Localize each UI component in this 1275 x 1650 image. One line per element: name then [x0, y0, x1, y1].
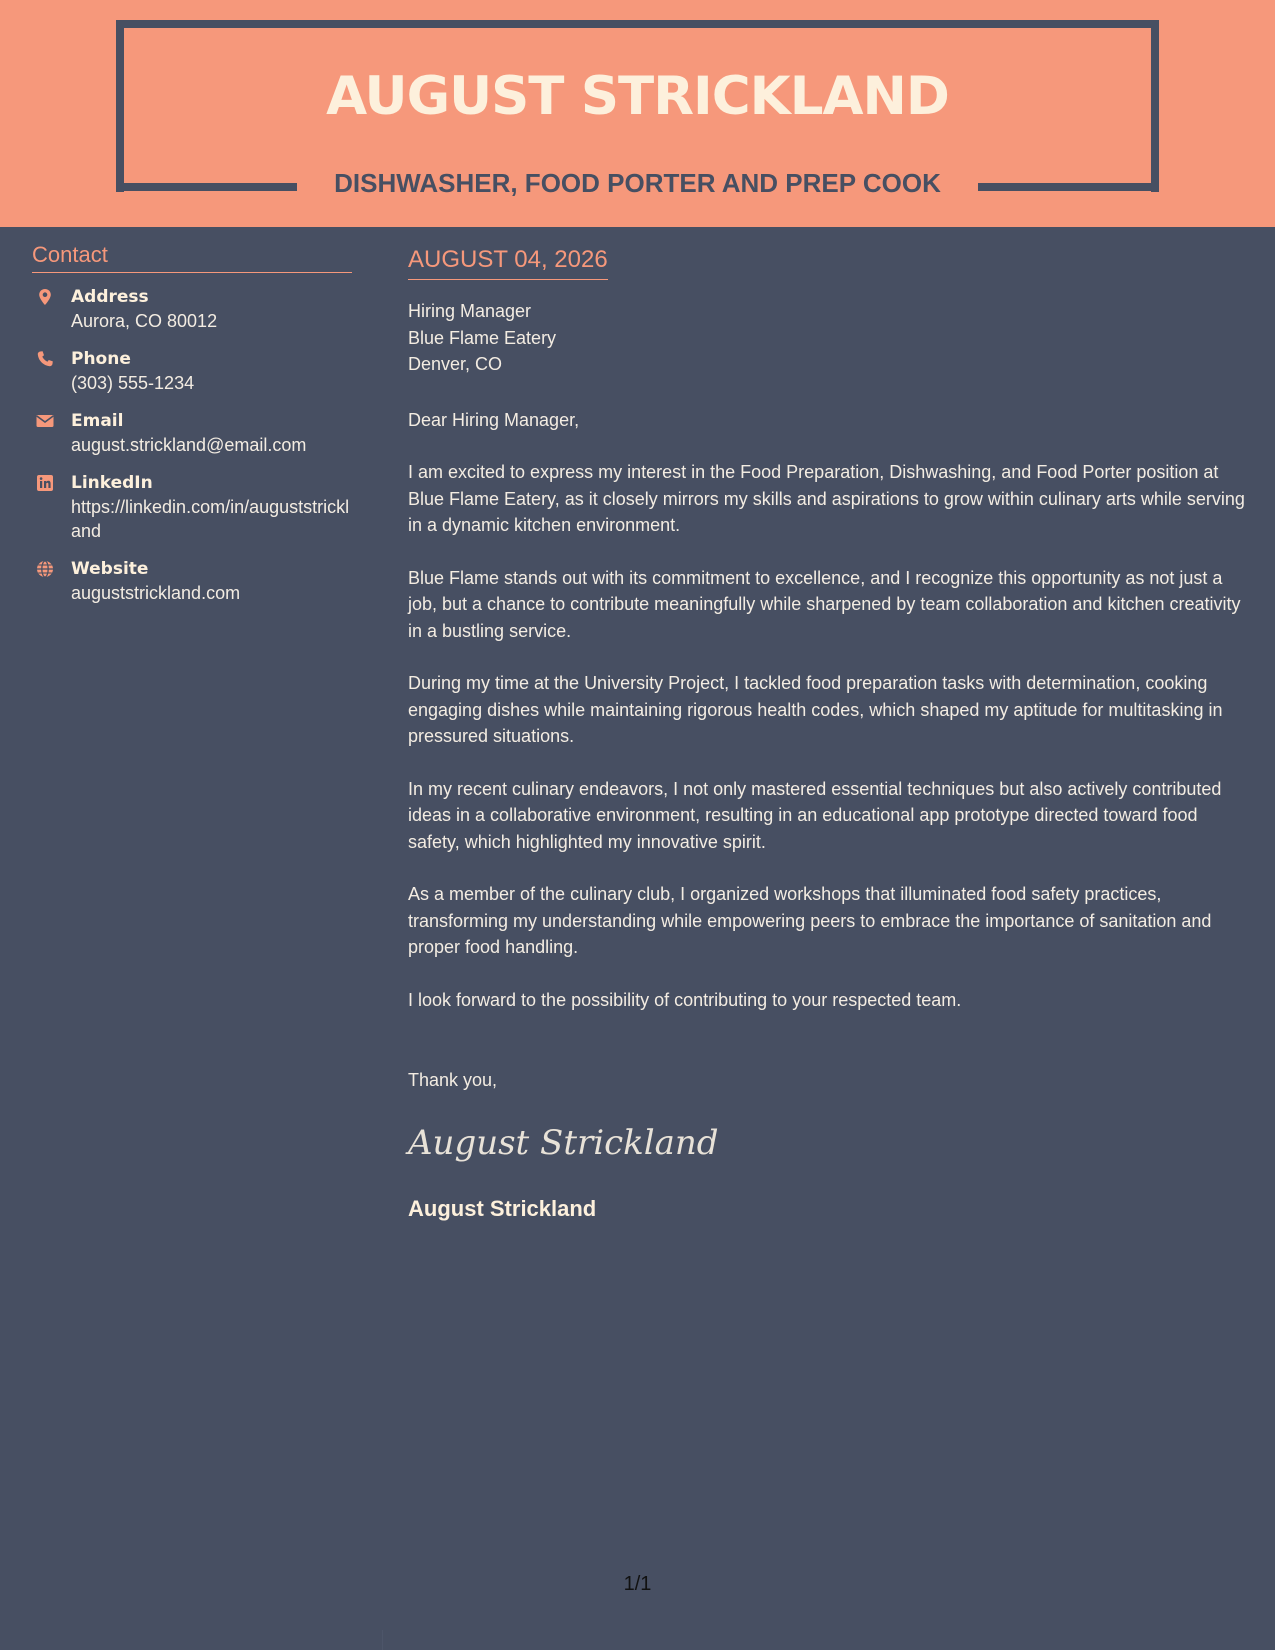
globe-icon [36, 560, 54, 578]
column-divider [382, 1630, 383, 1650]
contact-item-website [32, 557, 352, 605]
contact-label: Phone [71, 349, 131, 369]
contact-value: https://linkedin.com/in/augustst​rickland [71, 497, 350, 541]
salutation: Dear Hiring Manager, [408, 409, 580, 430]
letter-body [408, 244, 1250, 1224]
closing-line: Thank you, [408, 1070, 498, 1090]
letter-paragraph: During my time at the University Project, I tackled food preparation tasks with determination, cooking engaging dishes while maintaining rigorous health codes, which shaped my aptitude for multitasking in pressured situations. [408, 673, 1223, 746]
contact-value: Aurora, CO 80012 [71, 311, 218, 331]
recipient-name: Hiring Manager [408, 301, 532, 321]
letter-paragraph: Blue Flame stands out with its commitment to excellence, and I recognize this opportunity as not just a job, but a chance to contribute meaningfully while sharpened by team collaboration and kitchen creativity in a bustling service. [408, 567, 1241, 641]
envelope-icon [36, 412, 54, 430]
page-number: 1/1 [623, 1573, 652, 1595]
handwritten-signature [408, 1112, 1250, 1172]
contact-heading: Contact [32, 240, 352, 273]
contact-sidebar [32, 240, 352, 619]
job-title: DISHWASHER, FOOD PORTER AND PREP COOK [334, 168, 941, 198]
signature-image [408, 1112, 719, 1172]
contact-value: auguststrickland.com [71, 583, 241, 603]
svg-text:August Strickland: August Strickland [408, 1122, 719, 1163]
contact-label: Email [71, 411, 124, 431]
recipient-block [408, 298, 1250, 378]
contact-item-phone [32, 347, 352, 395]
contact-label: LinkedIn [71, 473, 153, 493]
map-pin-icon [36, 288, 54, 306]
contact-item-linkedin [32, 471, 352, 543]
contact-label: Address [71, 287, 149, 307]
header-banner [0, 0, 1275, 227]
phone-icon [36, 350, 54, 368]
contact-value: (303) 555-1234 [71, 373, 195, 393]
letter-paragraph: As a member of the culinary club, I organized workshops that illuminated food safety practices, transforming my understanding while empowering peers to embrace the importance of sanitation and proper food handling. [408, 884, 1212, 957]
signer-name: August Strickland [408, 1195, 597, 1221]
contact-label: Website [71, 559, 149, 579]
letter-paragraph: In my recent culinary endeavors, I not only mastered essential techniques but also actively contributed ideas in a collaborative environment, resulting in an educational app prototype directed toward food safety, which highlighted my innovative spirit. [408, 778, 1222, 852]
linkedin-icon [36, 474, 54, 492]
letter-date: AUGUST 04, 2026 [408, 244, 608, 280]
recipient-company: Blue Flame Eatery [408, 327, 557, 348]
recipient-location: Denver, CO [408, 354, 503, 374]
applicant-name: AUGUST STRICKLAND [326, 66, 949, 127]
contact-value: august.strickland@email.com [71, 435, 307, 455]
letter-paragraph: I am excited to express my interest in the Food Preparation, Dishwashing, and Food Porter position at Blue Flame Eatery, as it closely mirrors my skills and aspirations to grow within culinary arts while serving in a dynamic kitchen environment. [408, 462, 1245, 535]
contact-item-email [32, 409, 352, 457]
contact-list [32, 285, 352, 605]
contact-item-address [32, 285, 352, 333]
letter-paragraph: I look forward to the possibility of contributing to your respected team. [408, 989, 962, 1010]
